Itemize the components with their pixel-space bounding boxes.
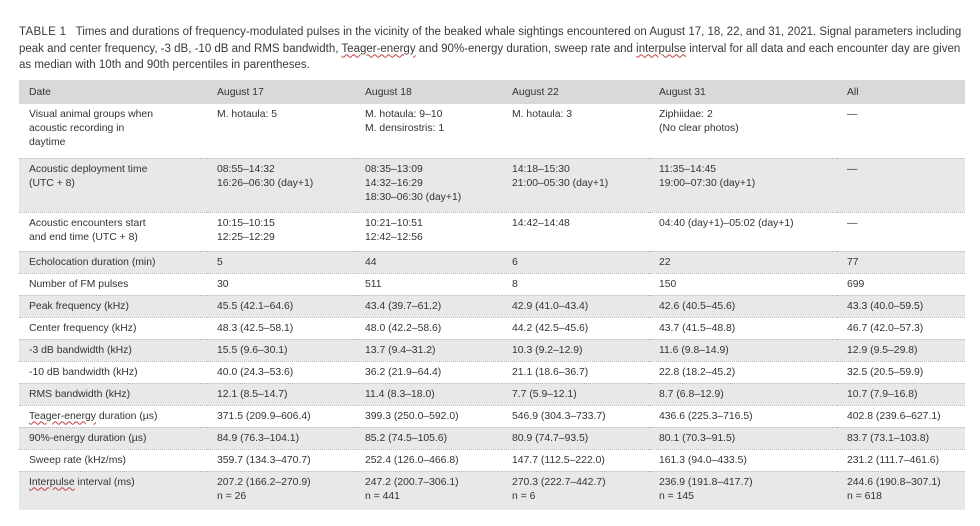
cell-line: n = 145 xyxy=(659,490,694,502)
table-cell xyxy=(355,273,502,295)
table-cell xyxy=(355,405,502,427)
table-cell xyxy=(837,251,965,273)
cell-line: (No clear photos) xyxy=(659,123,739,135)
cell-line: 402.8 (239.6–627.1) xyxy=(847,410,941,422)
cell-line: 14:32–16:29 xyxy=(365,177,423,189)
cell-line: 40.0 (24.3–53.6) xyxy=(217,366,294,378)
table-cell xyxy=(355,295,502,317)
table-cell xyxy=(207,427,355,449)
cell-line: 207.2 (166.2–270.9) xyxy=(217,476,311,488)
cell-line: 36.2 (21.9–64.4) xyxy=(365,366,442,378)
table-cell xyxy=(649,471,837,510)
header-aug22: August 22 xyxy=(502,80,649,104)
table-cell xyxy=(649,317,837,339)
row-label-line: Center frequency (kHz) xyxy=(29,322,137,334)
cell-line: 44.2 (42.5–45.6) xyxy=(512,322,589,334)
table-cell xyxy=(207,383,355,405)
cell-line: 10.3 (9.2–12.9) xyxy=(512,344,583,356)
caption-term-teager: Teager-energy xyxy=(341,42,416,55)
spellcheck-mark: Interpulse xyxy=(29,476,75,488)
table-row xyxy=(19,383,965,405)
table-cell xyxy=(207,471,355,510)
table-caption xyxy=(19,24,964,74)
row-label xyxy=(19,295,207,317)
header-aug18: August 18 xyxy=(355,80,502,104)
table-cell xyxy=(649,251,837,273)
row-label xyxy=(19,449,207,471)
table-cell xyxy=(355,158,502,212)
cell-line: 80.9 (74.7–93.5) xyxy=(512,432,589,444)
table-cell xyxy=(207,361,355,383)
table-cell xyxy=(837,158,965,212)
cell-line: 42.6 (40.5–45.6) xyxy=(659,300,736,312)
data-table xyxy=(19,80,965,510)
table-cell xyxy=(355,339,502,361)
row-label-line: Echolocation duration (min) xyxy=(29,256,156,268)
cell-line: 546.9 (304.3–733.7) xyxy=(512,410,606,422)
row-label xyxy=(19,251,207,273)
table-cell xyxy=(502,471,649,510)
row-label xyxy=(19,427,207,449)
table-cell xyxy=(502,104,649,158)
table-cell xyxy=(837,104,965,158)
table-cell xyxy=(837,295,965,317)
header-all: All xyxy=(837,80,965,104)
header-date: Date xyxy=(19,80,207,104)
table-cell xyxy=(502,405,649,427)
cell-line: 10.7 (7.9–16.8) xyxy=(847,388,918,400)
cell-line: n = 441 xyxy=(365,490,400,502)
row-label xyxy=(19,471,207,510)
cell-line: M. hotaula: 3 xyxy=(512,109,573,120)
cell-line: 5 xyxy=(217,256,223,268)
table-label: TABLE 1 xyxy=(19,26,67,38)
cell-line: M. hotaula: 5 xyxy=(217,109,278,120)
cell-line: 77 xyxy=(847,256,859,268)
cell-line: M. densirostris: 1 xyxy=(365,123,445,135)
table-row xyxy=(19,361,965,383)
table-cell xyxy=(837,383,965,405)
cell-line: 244.6 (190.8–307.1) xyxy=(847,476,941,488)
header-aug31: August 31 xyxy=(649,80,837,104)
row-label xyxy=(19,383,207,405)
table-cell xyxy=(649,339,837,361)
cell-line: 15.5 (9.6–30.1) xyxy=(217,344,288,356)
table-cell xyxy=(207,251,355,273)
cell-line: 231.2 (111.7–461.6) xyxy=(847,454,940,466)
cell-line: 22 xyxy=(659,256,671,268)
cell-line: 10:15–10:15 xyxy=(217,217,275,229)
cell-line: 14:42–14:48 xyxy=(512,217,570,229)
cell-line: 147.7 (112.5–222.0) xyxy=(512,454,605,466)
cell-line: 270.3 (222.7–442.7) xyxy=(512,476,606,488)
row-label-line: Teager-energy duration (µs) xyxy=(29,410,158,422)
row-label xyxy=(19,317,207,339)
header-aug17: August 17 xyxy=(207,80,355,104)
cell-line: 13.7 (9.4–31.2) xyxy=(365,344,436,356)
cell-line: 12.9 (9.5–29.8) xyxy=(847,344,918,356)
cell-line: 19:00–07:30 (day+1) xyxy=(659,177,756,189)
table-cell xyxy=(837,427,965,449)
table-row xyxy=(19,273,965,295)
row-label-line: Peak frequency (kHz) xyxy=(29,300,129,312)
table-cell xyxy=(649,212,837,251)
cell-line: 14:18–15:30 xyxy=(512,163,570,175)
row-label-line: Visual animal groups when xyxy=(29,109,153,120)
spellcheck-mark: Teager-energy xyxy=(29,410,97,422)
table-cell xyxy=(207,212,355,251)
row-label xyxy=(19,158,207,212)
table-cell xyxy=(207,273,355,295)
table-cell xyxy=(207,295,355,317)
cell-line: 359.7 (134.3–470.7) xyxy=(217,454,311,466)
cell-line: 84.9 (76.3–104.1) xyxy=(217,432,300,444)
cell-line: — xyxy=(847,217,858,229)
table-cell xyxy=(207,339,355,361)
row-label xyxy=(19,212,207,251)
cell-line: 21.1 (18.6–36.7) xyxy=(512,366,589,378)
table-cell xyxy=(649,273,837,295)
row-label-line: Sweep rate (kHz/ms) xyxy=(29,454,127,466)
table-cell xyxy=(649,295,837,317)
cell-line: 6 xyxy=(512,256,518,268)
cell-line: 161.3 (94.0–433.5) xyxy=(659,454,747,466)
table-cell xyxy=(502,212,649,251)
cell-line: M. hotaula: 9–10 xyxy=(365,109,443,120)
cell-line: 11.6 (9.8–14.9) xyxy=(659,344,729,356)
row-label-line: acoustic recording in xyxy=(29,123,125,135)
cell-line: — xyxy=(847,163,858,175)
table-cell xyxy=(207,104,355,158)
table-cell xyxy=(502,295,649,317)
cell-line: 252.4 (126.0–466.8) xyxy=(365,454,459,466)
table-cell xyxy=(355,449,502,471)
cell-line: 8.7 (6.8–12.9) xyxy=(659,388,724,400)
table-cell xyxy=(207,158,355,212)
cell-line: 511 xyxy=(365,278,382,290)
row-label-line: 90%-energy duration (µs) xyxy=(29,432,147,444)
cell-line: n = 26 xyxy=(217,490,247,502)
cell-line: 12:25–12:29 xyxy=(217,231,275,243)
row-label xyxy=(19,104,207,158)
row-label xyxy=(19,339,207,361)
table-row xyxy=(19,158,965,212)
table-cell xyxy=(649,405,837,427)
cell-line: 43.3 (40.0–59.5) xyxy=(847,300,924,312)
row-label-line: Acoustic encounters start xyxy=(29,217,146,229)
row-label-line: Interpulse interval (ms) xyxy=(29,476,135,488)
row-label-line: -3 dB bandwidth (kHz) xyxy=(29,344,132,356)
table-cell xyxy=(649,449,837,471)
cell-line: 436.6 (225.3–716.5) xyxy=(659,410,753,422)
table-cell xyxy=(502,158,649,212)
cell-line: 8 xyxy=(512,278,518,290)
cell-line: 371.5 (209.9–606.4) xyxy=(217,410,311,422)
cell-line: 48.0 (42.2–58.6) xyxy=(365,322,442,334)
row-label-line: (UTC + 8) xyxy=(29,177,75,189)
table-cell xyxy=(502,383,649,405)
cell-line: 21:00–05:30 (day+1) xyxy=(512,177,609,189)
cell-line: 32.5 (20.5–59.9) xyxy=(847,366,924,378)
cell-line: 150 xyxy=(659,278,677,290)
table-row xyxy=(19,212,965,251)
table-cell xyxy=(355,361,502,383)
cell-line: 85.2 (74.5–105.6) xyxy=(365,432,448,444)
cell-line: — xyxy=(847,109,858,120)
cell-line: 42.9 (41.0–43.4) xyxy=(512,300,589,312)
table-cell xyxy=(355,251,502,273)
table-cell xyxy=(649,383,837,405)
cell-line: 399.3 (250.0–592.0) xyxy=(365,410,459,422)
cell-line: 11.4 (8.3–18.0) xyxy=(365,388,435,400)
cell-line: 12.1 (8.5–14.7) xyxy=(217,388,288,400)
row-label xyxy=(19,405,207,427)
table-header-row xyxy=(19,80,965,104)
cell-line: 08:55–14:32 xyxy=(217,163,275,175)
cell-line: 22.8 (18.2–45.2) xyxy=(659,366,736,378)
cell-line: n = 618 xyxy=(847,490,882,502)
table-row xyxy=(19,251,965,273)
row-label-line: and end time (UTC + 8) xyxy=(29,231,138,243)
table-cell xyxy=(355,317,502,339)
cell-line: Ziphiidae: 2 xyxy=(659,109,713,120)
cell-line: 46.7 (42.0–57.3) xyxy=(847,322,924,334)
table-cell xyxy=(502,317,649,339)
table-cell xyxy=(355,104,502,158)
cell-line: 80.1 (70.3–91.5) xyxy=(659,432,736,444)
cell-line: 7.7 (5.9–12.1) xyxy=(512,388,577,400)
cell-line: 11:35–14:45 xyxy=(659,163,717,175)
cell-line: 10:21–10:51 xyxy=(365,217,423,229)
table-cell xyxy=(502,273,649,295)
cell-line: 08:35–13:09 xyxy=(365,163,423,175)
table-cell xyxy=(502,361,649,383)
cell-line: 30 xyxy=(217,278,229,290)
cell-line: 48.3 (42.5–58.1) xyxy=(217,322,294,334)
table-cell xyxy=(502,427,649,449)
cell-line: 699 xyxy=(847,278,865,290)
table-row xyxy=(19,339,965,361)
table-cell xyxy=(837,361,965,383)
caption-text-2: and 90%-energy duration, sweep rate and xyxy=(415,42,637,55)
cell-line: 43.7 (41.5–48.8) xyxy=(659,322,736,334)
table-cell xyxy=(649,104,837,158)
table-row xyxy=(19,317,965,339)
caption-text-3: interval for all data and each encounter day are given as median with 10th and 90th percentiles in parentheses. xyxy=(19,42,961,71)
table-cell xyxy=(207,405,355,427)
table-cell xyxy=(649,361,837,383)
caption-text-1: Times and durations of frequency-modulated pulses in the vicinity of the beaked whale sightings encountered on August 17, 18, 22, and 31, 2021. Signal parameters including peak and center frequency, -3 dB, -10 dB and RMS bandwidth, xyxy=(19,26,962,55)
table-cell xyxy=(649,158,837,212)
cell-line: 04:40 (day+1)–05:02 (day+1) xyxy=(659,217,794,229)
table-cell xyxy=(649,427,837,449)
table-cell xyxy=(355,383,502,405)
caption-term-interpulse: interpulse xyxy=(636,42,687,55)
row-label-line: -10 dB bandwidth (kHz) xyxy=(29,366,138,378)
cell-line: 43.4 (39.7–61.2) xyxy=(365,300,442,312)
table-cell xyxy=(837,273,965,295)
table-cell xyxy=(837,449,965,471)
row-label-line: Acoustic deployment time xyxy=(29,163,148,175)
table-cell xyxy=(502,251,649,273)
cell-line: 83.7 (73.1–103.8) xyxy=(847,432,930,444)
cell-line: 16:26–06:30 (day+1) xyxy=(217,177,314,189)
cell-line: 44 xyxy=(365,256,377,268)
row-label-line: daytime xyxy=(29,137,66,149)
row-label xyxy=(19,273,207,295)
table-cell xyxy=(207,317,355,339)
table-row xyxy=(19,104,965,158)
table-row xyxy=(19,295,965,317)
table-cell xyxy=(355,427,502,449)
table-cell xyxy=(355,212,502,251)
table-cell xyxy=(837,405,965,427)
table-cell xyxy=(502,449,649,471)
table-row xyxy=(19,405,965,427)
table-row xyxy=(19,449,965,471)
row-label xyxy=(19,361,207,383)
table-cell xyxy=(837,471,965,510)
cell-line: 247.2 (200.7–306.1) xyxy=(365,476,459,488)
cell-line: n = 6 xyxy=(512,490,536,502)
table-cell xyxy=(355,471,502,510)
table-cell xyxy=(207,449,355,471)
cell-line: 18:30–06:30 (day+1) xyxy=(365,191,462,203)
table-cell xyxy=(837,339,965,361)
table-cell xyxy=(837,317,965,339)
cell-line: 45.5 (42.1–64.6) xyxy=(217,300,294,312)
row-label-line: RMS bandwidth (kHz) xyxy=(29,388,131,400)
table-row xyxy=(19,471,965,510)
table-row xyxy=(19,427,965,449)
table-cell xyxy=(837,212,965,251)
row-label-line: Number of FM pulses xyxy=(29,278,129,290)
table-cell xyxy=(502,339,649,361)
cell-line: 236.9 (191.8–417.7) xyxy=(659,476,753,488)
cell-line: 12:42–12:56 xyxy=(365,231,423,243)
